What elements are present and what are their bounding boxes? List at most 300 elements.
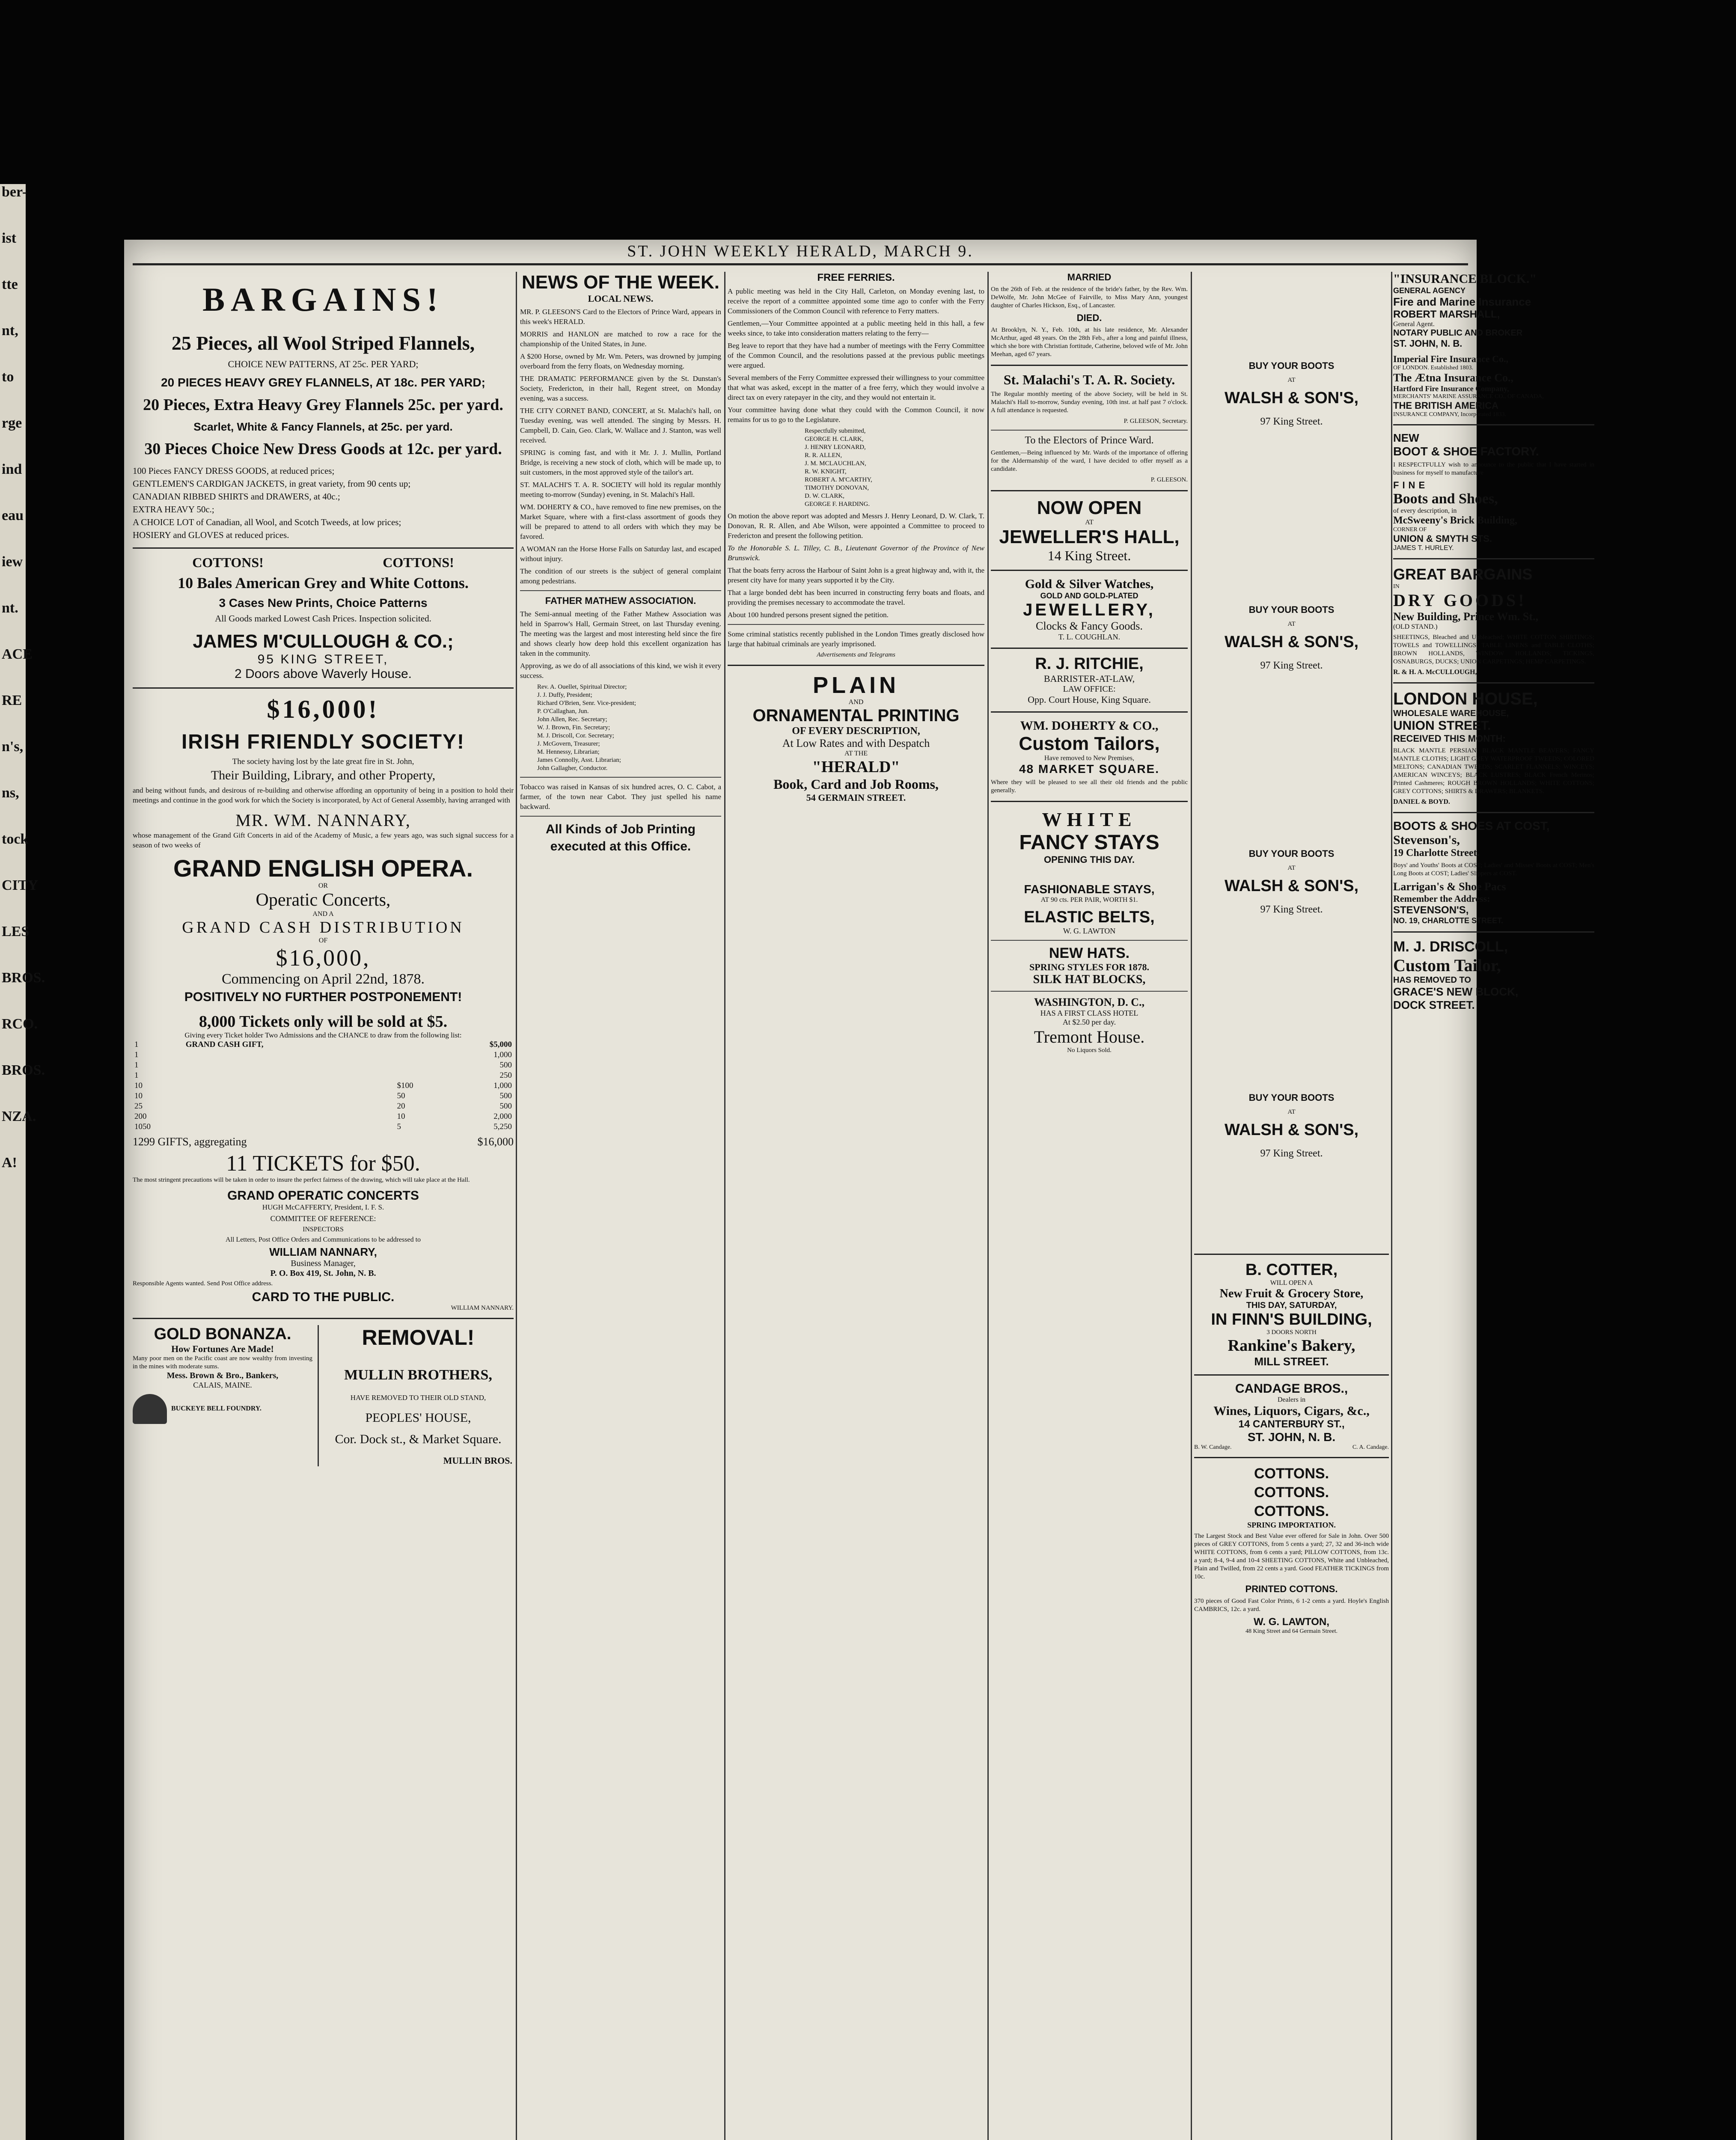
electors-text: Gentlemen,—Being influenced by Mr. Wards of the importance of offering for the Aldermanship of the ward, I have decided to offer myself as a candidate. bbox=[991, 449, 1188, 473]
ferries-title: FREE FERRIES. bbox=[817, 272, 895, 283]
king-97: 97 King Street. bbox=[1260, 416, 1323, 427]
masthead: ST. JOHN WEEKLY HERALD, MARCH 9. bbox=[627, 242, 974, 260]
clocks: Clocks & Fancy Goods. bbox=[1036, 620, 1143, 632]
white-headline: WHITE bbox=[1042, 808, 1137, 830]
fm-paragraph: The Semi-annual meeting of the Father Mathew Association was held in Sparrow's Hall, Germain Street, on last Thursday evening. The meeting was the largest and most interesting held since the fire and shows clearly how deep hold this excellent organization has taken in the community. bbox=[520, 610, 721, 657]
walsh-sons: WALSH & SON'S, bbox=[1224, 633, 1359, 651]
gold-place: CALAIS, MAINE. bbox=[193, 1381, 252, 1389]
mccullough-ha: R. & H. A. McCULLOUGH, bbox=[1393, 669, 1477, 676]
dealers-in: Dealers in bbox=[1277, 1396, 1306, 1403]
committee: COMMITTEE OF REFERENCE: bbox=[270, 1214, 376, 1223]
column-5 bbox=[1194, 272, 1389, 2140]
column-divider bbox=[516, 272, 517, 2140]
grand-operatic: GRAND OPERATIC CONCERTS bbox=[227, 1189, 419, 1203]
law-office: LAW OFFICE: bbox=[1063, 684, 1116, 694]
edge-fragment: RE bbox=[2, 693, 22, 708]
bargains-title: BARGAINS! bbox=[202, 281, 444, 318]
officer-line: W. J. Brown, Fin. Secretary; bbox=[537, 724, 610, 731]
cottons-headline: COTTONS. bbox=[1254, 1465, 1329, 1482]
news-paragraph: THE CITY CORNET BAND, CONCERT, at St. Malachi's hall, on Tuesday evening, was well attended. The singing by Messrs. H. Campbell, D. Cain, Geo. Clark, W. Wallace and J. Stanton, was well received. bbox=[520, 407, 721, 444]
mccullough-location: 2 Doors above Waverly House. bbox=[234, 667, 412, 681]
at-label: AT bbox=[1287, 620, 1296, 627]
signer: D. W. CLARK, bbox=[805, 493, 844, 499]
table-row: 1 250 bbox=[134, 1071, 512, 1080]
at-the-label: AT THE bbox=[844, 750, 868, 757]
ferries-tail: On motion the above report was adopted and Messrs J. Henry Leonard, D. W. Clark, T. Donovan, R. R. Allen, and Abe Wilson, were appointed a Committee to proceed to Fredericton and present the following petition. bbox=[728, 512, 984, 540]
cottons-line: All Goods marked Lowest Cash Prices. Inspection solicited. bbox=[215, 613, 431, 624]
signer: GEORGE H. CLARK, bbox=[805, 436, 864, 443]
officer-line: Richard O'Brien, Senr. Vice-president; bbox=[537, 700, 636, 707]
driscoll: M. J. DRISCOLL, bbox=[1393, 939, 1508, 955]
doherty: WM. DOHERTY & CO., bbox=[1020, 719, 1159, 733]
edge-fragment: NZA. bbox=[2, 1109, 36, 1124]
opening-day: OPENING THIS DAY. bbox=[1044, 854, 1135, 865]
coughlan: T. L. COUGHLAN. bbox=[1058, 633, 1121, 641]
stevensons: Stevenson's, bbox=[1393, 833, 1460, 847]
edge-fragment: RCO. bbox=[2, 1016, 38, 1032]
court-house: Opp. Court House, King Square. bbox=[1028, 694, 1151, 705]
buy-boots: BUY YOUR BOOTS bbox=[1248, 848, 1335, 859]
gold-body: Many poor men on the Pacific coast are now wealthy from investing in the mines with moderate sums. bbox=[133, 1355, 312, 1370]
mcsweeny: McSweeny's Brick Building, bbox=[1393, 515, 1518, 526]
officer-line: J. J. Duffy, President; bbox=[537, 692, 592, 698]
news-paragraph: ST. MALACHI'S T. A. R. SOCIETY will hold its regular monthly meeting to-morrow (Sunday) evening, in St. Malachi's Hall. bbox=[520, 481, 721, 499]
hartford: Hartford Fire Insurance Company, bbox=[1393, 384, 1509, 393]
old-stand: (OLD STAND.) bbox=[1393, 623, 1438, 630]
king-97: 97 King Street. bbox=[1260, 1147, 1323, 1159]
column-3 bbox=[728, 272, 984, 2140]
silk-hat-blocks: SILK HAT BLOCKS, bbox=[1033, 973, 1146, 986]
column-1 bbox=[133, 272, 514, 2140]
bargains-item: EXTRA HEAVY 50c.; bbox=[133, 504, 214, 514]
cotton-text: The Largest Stock and Best Value ever offered for Sale in John. Over 500 pieces of GREY COTTONS, from 5 cents a yard; 27, 32 and 36-inch wide WHITE COTTONS, from 6 cents a yard; PILLOW COTTONS, from 13c. a yard; 8-4, 9-4 and 10-4 SHEETING COTTONS, White and Unbleached, Plain and Twilled, from 22 cents a yard. Good FEATHER TICKINGS from 10c. bbox=[1194, 1533, 1389, 1580]
table-row: 10 50 500 bbox=[134, 1091, 512, 1100]
edge-fragment: BROS. bbox=[2, 1062, 45, 1078]
electors-title: To the Electors of Prince Ward. bbox=[1025, 435, 1154, 446]
remember: Remember the Address: bbox=[1393, 893, 1490, 904]
gold-bankers: Mess. Brown & Bro., Bankers, bbox=[166, 1371, 279, 1380]
local-news: LOCAL NEWS. bbox=[588, 293, 654, 304]
signer: GEORGE F. HARDING. bbox=[805, 501, 870, 508]
column-divider bbox=[987, 272, 989, 2140]
edge-fragment: nt. bbox=[2, 600, 18, 616]
news-paragraph: A $200 Horse, owned by Mr. Wm. Peters, was drowned by jumping overboard from the ferry floats, on Wednesday morning. bbox=[520, 352, 721, 370]
nannary-body: whose management of the Grand Gift Concerts in aid of the Academy of Music, a few years ago, was such signal success for a season of two weeks of bbox=[133, 831, 514, 849]
signer: ROBERT A. M'CARTHY, bbox=[805, 476, 872, 483]
officer-line: M. Hennessy, Librarian; bbox=[537, 749, 600, 755]
table-row: 1 GRAND CASH GIFT, $5,000 bbox=[134, 1040, 512, 1049]
officer-line: M. J. Driscoll, Cor. Secretary; bbox=[537, 732, 614, 739]
buy-boots: BUY YOUR BOOTS bbox=[1248, 360, 1335, 371]
table-row: 1 500 bbox=[134, 1061, 512, 1070]
tickets-giving: Giving every Ticket holder Two Admissions and the CHANCE to draw from the following list: bbox=[184, 1031, 462, 1039]
dry-goods: DRY GOODS! bbox=[1393, 591, 1527, 610]
of-label: OF bbox=[318, 937, 328, 944]
agents-wanted: Responsible Agents wanted. Send Post Office address. bbox=[133, 1280, 273, 1287]
marshall: ROBERT MARSHALL, bbox=[1393, 309, 1500, 320]
canterbury: 14 CANTERBURY ST., bbox=[1238, 1418, 1345, 1430]
buy-boots: BUY YOUR BOOTS bbox=[1248, 1092, 1335, 1103]
edge-fragment: nt, bbox=[2, 323, 18, 339]
stays-price: AT 90 cts. PER PAIR, WORTH $1. bbox=[1040, 896, 1138, 904]
boots-at-cost: BOOTS & SHOES AT COST, bbox=[1393, 819, 1550, 832]
fm-paragraph: Approving, as we do of all associations of this kind, we wish it every success. bbox=[520, 662, 721, 680]
bargains-item: GENTLEMEN'S CARDIGAN JACKETS, in great variety, from 90 cents up; bbox=[133, 479, 411, 489]
jewellers-hall: JEWELLER'S HALL, bbox=[999, 526, 1180, 547]
amount-mid: $16,000, bbox=[276, 945, 371, 971]
herald-name: "HERALD" bbox=[812, 758, 900, 776]
officer-line: John Gallagher, Conductor. bbox=[537, 765, 608, 772]
at-label: AT bbox=[1287, 376, 1296, 383]
news-paragraph: SPRING is coming fast, and with it Mr. J. J. Mullin, Portland Bridge, is receiving a new stock of cloth, which will be made up, to suit customers, in the most approved style of the tailor's art. bbox=[520, 449, 721, 476]
walsh-sons: WALSH & SON'S, bbox=[1224, 389, 1359, 407]
business-manager: Business Manager, bbox=[291, 1259, 356, 1268]
has-removed: HAS REMOVED TO bbox=[1393, 975, 1471, 985]
news-paragraph: THE DRAMATIC PERFORMANCE given by the St. Dunstan's Society, Fredericton, in their hall, Regent street, on Monday evening, was a success. bbox=[520, 374, 721, 402]
washington: WASHINGTON, D. C., bbox=[1034, 996, 1145, 1008]
corner-of: CORNER OF bbox=[1393, 526, 1427, 533]
edge-fragment: n's, bbox=[2, 739, 24, 755]
ferries-paragraph: Your committee having done what they could with the Common Council, it now remains for us to go to the Legislature. bbox=[728, 406, 984, 424]
bell-icon bbox=[133, 1394, 167, 1424]
doherty-removed: Have removed to New Premises, bbox=[1044, 755, 1135, 762]
edge-fragment: CITY bbox=[2, 877, 39, 893]
ritchie: R. J. RITCHIE, bbox=[1035, 655, 1144, 673]
officer-line: P. O'Callaghan, Jun. bbox=[537, 708, 589, 715]
cottons-line: 10 Bales American Grey and White Cottons. bbox=[178, 574, 469, 591]
tickets-headline: 8,000 Tickets only will be sold at $5. bbox=[199, 1013, 448, 1031]
and-label: AND bbox=[848, 698, 864, 706]
first-class-hotel: HAS A FIRST CLASS HOTEL bbox=[1040, 1009, 1139, 1017]
edge-fragment: A! bbox=[2, 1155, 17, 1171]
fashionable-stays: FASHIONABLE STAYS, bbox=[1024, 883, 1155, 896]
signer: J. M. MCLAUCHLAN, bbox=[805, 460, 866, 467]
union-smyth: UNION & SMYTH STS. bbox=[1393, 533, 1492, 544]
edge-fragment: ber- bbox=[2, 184, 27, 200]
received: RECEIVED THIS MONTH: bbox=[1393, 733, 1506, 744]
malachi-title: St. Malachi's T. A. R. Society. bbox=[1003, 372, 1175, 387]
or-label: OR bbox=[318, 882, 328, 889]
news-paragraph: A WOMAN ran the Horse Horse Falls on Saturday last, and escaped without injury. bbox=[520, 545, 721, 563]
larrigans: Larrigan's & Shoe Pacs bbox=[1393, 880, 1506, 893]
edge-fragment: BROS. bbox=[2, 970, 45, 986]
graces-block: GRACE'S NEW BLOCK, bbox=[1393, 985, 1519, 998]
ferries-paragraph: Beg leave to report that they have had a number of meetings with the Ferry Committee of the Common Council, and the resolutions passed at the previous public meetings were argued. bbox=[728, 342, 984, 369]
at-label: AT bbox=[1085, 519, 1094, 526]
finns-building: IN FINN'S BUILDING, bbox=[1211, 1311, 1372, 1329]
officer-line: James Connolly, Asst. Librarian; bbox=[537, 757, 621, 764]
gold-plated: GOLD AND GOLD-PLATED bbox=[1040, 591, 1139, 600]
edge-fragment: ist bbox=[2, 230, 16, 246]
hotel-rate: At $2.50 per day. bbox=[1062, 1018, 1116, 1026]
news-title: NEWS OF THE WEEK. bbox=[522, 272, 719, 293]
cottons-headline: COTTONS. bbox=[1254, 1484, 1329, 1501]
edge-fragment: iew bbox=[2, 554, 23, 570]
table-row: 1 1,000 bbox=[134, 1050, 512, 1059]
died-title: DIED. bbox=[1076, 312, 1102, 323]
ins-co: INSURANCE COMPANY, Incorporated 1833. bbox=[1393, 411, 1507, 418]
officer-line: J. McGovern, Treasurer; bbox=[537, 740, 600, 747]
london-house: LONDON HOUSE, bbox=[1393, 690, 1538, 708]
no-postponement: POSITIVELY NO FURTHER POSTPONEMENT! bbox=[184, 990, 462, 1004]
tremont-sub: No Liquors Sold. bbox=[1067, 1047, 1112, 1054]
officer-line: Rev. A. Ouellet, Spiritual Director; bbox=[537, 684, 627, 690]
signer: R. W. KNIGHT, bbox=[805, 468, 847, 475]
walsh-sons: WALSH & SON'S, bbox=[1224, 877, 1359, 895]
eleven-tickets: 11 TICKETS for $50. bbox=[226, 1151, 420, 1176]
mccullough-name: JAMES M'CULLOUGH & CO.; bbox=[193, 631, 454, 652]
ferries-paragraph: Gentlemen,—Your Committee appointed at a public meeting held in this hall, a few weeks since, to take into consideration matters relating to the ferry— bbox=[728, 319, 984, 337]
spring-styles: SPRING STYLES FOR 1878. bbox=[1029, 962, 1149, 972]
table-row: 25 20 500 bbox=[134, 1102, 512, 1111]
officer-line: John Allen, Rec. Secretary; bbox=[537, 716, 607, 723]
bargains-item: CANADIAN RIBBED SHIRTS and DRAWERS, at 40c.; bbox=[133, 491, 340, 502]
candage-name: C. A. Candage. bbox=[1352, 1444, 1389, 1450]
commencing: Commencing on April 22nd, 1878. bbox=[221, 971, 425, 987]
candage-bros: CANDAGE BROS., bbox=[1235, 1382, 1348, 1396]
edge-fragment: eau bbox=[2, 508, 24, 523]
watches: Gold & Silver Watches, bbox=[1025, 577, 1154, 591]
bargains-line: 20 PIECES HEAVY GREY FLANNELS, AT 18c. PER YARD; bbox=[161, 376, 485, 389]
and-label: AND A bbox=[312, 910, 334, 918]
society-body: and being without funds, and desirous of re-building and otherwise affording an opportunity of being in a position to hold their meetings and continue in the good work for which the Society is incorporated, by Act of General Assembly, having arranged with bbox=[133, 786, 514, 804]
died-text: At Brooklyn, N. Y., Feb. 10th, at his late residence, Mr. Alexander McArthur, aged 48 years. On the 28th Feb., after a long and painful illness, which she bore with Christian fortitude, Catherine, beloved wife of Mr. John Meehan, aged 67 years. bbox=[991, 327, 1188, 358]
shoe-factory: BOOT & SHOE FACTORY. bbox=[1393, 445, 1539, 458]
notary: NOTARY PUBLIC AND BROKER bbox=[1393, 328, 1523, 338]
letters: All Letters, Post Office Orders and Communications to be addressed to bbox=[225, 1236, 421, 1243]
tremont-house: Tremont House. bbox=[1034, 1027, 1145, 1046]
aetna: The Ætna Insurance Co., bbox=[1393, 372, 1513, 384]
column-divider bbox=[724, 272, 725, 2140]
society-intro: The society having lost by the late great fire in St. John, bbox=[232, 757, 414, 766]
petition-address: To the Honorable S. L. Tilley, C. B., Lieutenant Governor of the Province of New Brunswick. bbox=[728, 544, 984, 562]
officers: HUGH McCAFFERTY, President, I. F. S. bbox=[262, 1203, 384, 1211]
mullin-brothers: MULLIN BROTHERS, bbox=[344, 1367, 492, 1383]
elastic-belts: ELASTIC BELTS, bbox=[1024, 908, 1155, 926]
advert-small: Advertisements and Telegrams bbox=[817, 651, 895, 658]
at-label: AT bbox=[1287, 864, 1296, 871]
edge-fragment: ns, bbox=[2, 785, 19, 801]
bargains-item: HOSIERY and GLOVES at reduced prices. bbox=[133, 530, 289, 540]
dry-list: SHEETINGS, Bleached and Unbleached; WHITE COTTON SHIRTINGS; TOWELS and TOWELLINGS; TABLE LINENS and TABLE CLOTHS; BROWN HOLLANDS, WINDOW HOLLANDS; TICKINGS, OSNABURGS, DUCKS; UNION CARPETINGS; HEMP CARPETINGS. bbox=[1393, 634, 1594, 665]
edge-fragment: rge bbox=[2, 415, 22, 431]
column-4 bbox=[991, 272, 1188, 2140]
stjohn: ST. JOHN, N. B. bbox=[1393, 338, 1463, 349]
society-property: Their Building, Library, and other Property, bbox=[211, 768, 436, 782]
fire-marine: Fire and Marine Insurance bbox=[1393, 295, 1531, 308]
in-label: IN bbox=[1393, 583, 1400, 590]
news-paragraph: MR. P. GLEESON'S Card to the Electors of Prince Ward, appears in this week's HERALD. bbox=[520, 308, 721, 326]
concerts-headline: Operatic Concerts, bbox=[256, 890, 391, 910]
po-box: P. O. Box 419, St. John, N. B. bbox=[270, 1269, 376, 1278]
cotter: B. COTTER, bbox=[1245, 1261, 1338, 1279]
charlotte-caps: NO. 19, CHARLOTTE STREET. bbox=[1393, 916, 1504, 925]
buckeye-foundry: BUCKEYE BELL FOUNDRY. bbox=[171, 1405, 262, 1412]
bargains-line: 25 Pieces, all Wool Striped Flannels, bbox=[171, 332, 475, 354]
fine-label: FINE bbox=[1393, 480, 1429, 490]
masthead-rule bbox=[133, 263, 1468, 265]
crime-item: Some criminal statistics recently published in the London Times greatly disclosed how large that habitual criminals are yearly imprisoned. bbox=[728, 630, 984, 648]
left-page-edge bbox=[0, 184, 45, 2140]
card-to-public: CARD TO THE PUBLIC. bbox=[252, 1290, 395, 1304]
table-row: 1050 5 5,250 bbox=[134, 1122, 512, 1131]
wines-liquors: Wines, Liquors, Cigars, &c., bbox=[1213, 1404, 1370, 1418]
stjohn-nb: ST. JOHN, N. B. bbox=[1247, 1430, 1336, 1444]
lawton: W. G. LAWTON, bbox=[1254, 1616, 1329, 1628]
candage-name: B. W. Candage. bbox=[1194, 1444, 1232, 1450]
news-paragraph: WM. DOHERTY & CO., have removed to fine new premises, on the Market Square, where with a first-class assortment of goods they will be prepared to attend to all orders with which they may be favored. bbox=[520, 503, 721, 541]
amount-headline: $16,000! bbox=[267, 695, 380, 723]
new-hats: NEW HATS. bbox=[1049, 945, 1130, 961]
hurley: JAMES T. HURLEY. bbox=[1393, 544, 1454, 552]
this-day: THIS DAY, SATURDAY, bbox=[1246, 1301, 1337, 1310]
gold-subtitle: How Fortunes Are Made! bbox=[171, 1343, 274, 1354]
hurley-text: I RESPECTFULLY wish to announce to the public that I have started in business for myself to manufacture bbox=[1393, 461, 1594, 476]
boots-list: Boys' and Youths' Boots at COST; Ladies' and Misses' Boots at COST; Men's Long Boots at COST; Ladies' Slippers at COST. bbox=[1393, 862, 1594, 877]
king-97: 97 King Street. bbox=[1260, 904, 1323, 915]
wm-nannary: WILLIAM NANNARY, bbox=[269, 1245, 377, 1258]
edge-fragment: to bbox=[2, 369, 14, 385]
dock-street: DOCK STREET. bbox=[1393, 999, 1475, 1011]
fine-print: The most stringent precautions will be taken in order to insure the perfect fairness of the drawing, which will take place at the Hall. bbox=[133, 1177, 470, 1183]
cottons-line: 3 Cases New Prints, Choice Patterns bbox=[219, 596, 428, 609]
edge-fragment: LES bbox=[2, 924, 30, 939]
signer: TIMOTHY DONOVAN, bbox=[805, 484, 869, 491]
edge-fragment: ind bbox=[2, 461, 22, 477]
market-48: 48 MARKET SQUARE. bbox=[1019, 762, 1160, 776]
ferries-rest: About 100 hundred persons present signed the petition. bbox=[728, 611, 889, 619]
mill-street: MILL STREET. bbox=[1254, 1355, 1329, 1368]
every-description: OF EVERY DESCRIPTION, bbox=[792, 725, 920, 737]
tobacco-item: Tobacco was raised in Kansas of six hundred acres, O. C. Cabot, a farmer, of the town near Cabot. They just spelled his name backward. bbox=[520, 783, 721, 811]
gift-table bbox=[133, 1040, 514, 1132]
column-6 bbox=[1393, 272, 1594, 2140]
signer: Respectfully submitted, bbox=[805, 428, 866, 434]
bargains-line: CHOICE NEW PATTERNS, AT 25c. PER YARD; bbox=[228, 359, 419, 369]
married-text: On the 26th of Feb. at the residence of the bride's father, by the Rev. Wm. DeWolfe, Mr. John McGee of Fairville, to Miss Mary Ann, youngest daughter of Charles Hickson, Esq., of Lancaster. bbox=[991, 286, 1188, 309]
malachi-signature: P. GLEESON, Secretary. bbox=[1124, 418, 1188, 425]
general-agency: GENERAL AGENCY bbox=[1393, 286, 1466, 295]
bargains-line: 30 Pieces Choice New Dress Goods at 12c. per yard. bbox=[144, 440, 502, 458]
king-97: 97 King Street. bbox=[1260, 660, 1323, 671]
london-est: OF LONDON. Established 1803. bbox=[1393, 365, 1474, 371]
column-divider bbox=[1391, 272, 1392, 2140]
general-agent: General Agent. bbox=[1393, 321, 1435, 328]
walsh-sons: WALSH & SON'S, bbox=[1224, 1121, 1359, 1139]
mullin-removed: HAVE REMOVED TO THEIR OLD STAND, bbox=[350, 1394, 486, 1402]
received-list: BLACK MANTLE PERSIAN; BLACK MANTLE BEAVERS; FANCY MANTLE CLOTHS; LIGHT GREY WATERPROOF TWEEDS; COLORED MELTONS; CANADIAN TWEEDS; SCARLET FLANNELS; WINCEYS; AMERICAN WINCEYS; BLACK LUSTRES; BLACK French Merinos; Printed Cashmeres; ROUGH BROWN HOLLANDS; WHITE COTTONS; GREY COTTONS; SHIRTS & DRAWERS; BLANKETS. bbox=[1393, 747, 1594, 795]
barrister: BARRISTER-AT-LAW, bbox=[1043, 673, 1135, 684]
column-divider bbox=[1191, 272, 1192, 2140]
new-building: New Building, Prince Wm. St., bbox=[1393, 610, 1538, 623]
cottons-label: COTTONS! bbox=[383, 555, 454, 570]
mccullough-address: 95 KING STREET, bbox=[257, 652, 389, 666]
printed-cottons: PRINTED COTTONS. bbox=[1245, 1584, 1338, 1594]
spring-importation: SPRING IMPORTATION. bbox=[1247, 1521, 1336, 1529]
edge-fragment: ACE bbox=[2, 646, 33, 662]
custom-tailors: Custom Tailors, bbox=[1019, 733, 1160, 754]
table-row: 10 $100 1,000 bbox=[134, 1081, 512, 1090]
ferries-paragraph: Several members of the Ferry Committee expressed their willingness to your committee that what was asked, except in the matter of a free ferry, which they would involve a direct tax on every ratepayer in the city, and they would not entertain it. bbox=[728, 374, 984, 401]
doors-north: 3 DOORS NORTH bbox=[1266, 1329, 1317, 1336]
boots-shoes: Boots and Shoes, bbox=[1393, 491, 1498, 507]
ornamental-printing: ORNAMENTAL PRINTING bbox=[752, 706, 960, 725]
new-label: NEW bbox=[1393, 431, 1419, 444]
will-open: WILL OPEN A bbox=[1270, 1279, 1313, 1287]
inspectors: INSPECTORS bbox=[303, 1226, 344, 1233]
bargains-item: A CHOICE LOT of Canadian, all Wool, and Scotch Tweeds, at low prices; bbox=[133, 517, 401, 527]
lawton-address: 48 King Street and 64 Germain Street. bbox=[1245, 1628, 1338, 1635]
father-mathew-title: FATHER MATHEW ASSOCIATION. bbox=[545, 595, 696, 606]
charlotte-19: 19 Charlotte Street. bbox=[1393, 847, 1480, 859]
custom-tailor: Custom Tailor, bbox=[1393, 956, 1501, 975]
now-open: NOW OPEN bbox=[1037, 497, 1142, 518]
mullin-signature: MULLIN BROS. bbox=[443, 1455, 512, 1466]
ferries-rest: That the boats ferry across the Harbour of Saint John is a great highway and, with it, the present city have for many years supported it by the City. bbox=[728, 566, 984, 584]
daniel-boyd: DANIEL & BOYD. bbox=[1393, 798, 1450, 805]
edge-fragment: tock bbox=[2, 831, 29, 847]
nannary-name: MR. WM. NANNARY, bbox=[235, 811, 411, 830]
bargains-line: Scarlet, White & Fancy Flannels, at 25c. per yard. bbox=[193, 420, 453, 433]
peoples-house: PEOPLES' HOUSE, bbox=[365, 1411, 471, 1425]
cottons-headline: COTTONS. bbox=[1254, 1503, 1329, 1519]
buy-boots: BUY YOUR BOOTS bbox=[1248, 604, 1335, 615]
doherty-text: Where they will be pleased to see all their old friends and the public generally. bbox=[991, 779, 1188, 794]
malachi-text: The Regular monthly meeting of the above Society, will be held in St. Malachi's Hall to-morrow, Sunday evening, 10th inst. at half past 7 o'clock. A full attendance is requested. bbox=[991, 391, 1188, 414]
signer: J. HENRY LEONARD, bbox=[805, 444, 866, 451]
signer: R. R. ALLEN, bbox=[805, 452, 842, 459]
low-rates: At Low Rates and with Despatch bbox=[782, 737, 930, 749]
grocery-store: New Fruit & Grocery Store, bbox=[1219, 1287, 1364, 1300]
gold-bonanza: GOLD BONANZA. bbox=[154, 1325, 291, 1343]
stevenson-address: STEVENSON'S, bbox=[1393, 904, 1469, 916]
every-desc: of every description, in bbox=[1393, 507, 1457, 514]
plain-headline: PLAIN bbox=[813, 672, 899, 698]
opera-headline: GRAND ENGLISH OPERA. bbox=[173, 855, 473, 882]
card-signature: WILLIAM NANNARY. bbox=[451, 1305, 514, 1311]
lawton-small: W. G. LAWTON bbox=[1063, 927, 1116, 935]
table-row: 200 10 2,000 bbox=[134, 1112, 512, 1121]
jewellery: JEWELLERY, bbox=[1023, 600, 1156, 619]
electors-signature: P. GLEESON. bbox=[1150, 476, 1188, 483]
imperial: Imperial Fire Insurance Co., bbox=[1393, 354, 1509, 364]
at-label: AT bbox=[1287, 1108, 1296, 1115]
cottons-label: COTTONS! bbox=[192, 555, 264, 570]
job-printing: All Kinds of Job Printing executed at this Office. bbox=[546, 822, 696, 853]
bargains-line: 20 Pieces, Extra Heavy Grey Flannels 25c. per yard. bbox=[143, 396, 503, 414]
column-2 bbox=[520, 272, 721, 2140]
news-paragraph: The condition of our streets is the subject of general complaint among pedestrians. bbox=[520, 567, 721, 585]
removal-headline: REMOVAL! bbox=[362, 1326, 475, 1349]
union-street: UNION STREET. bbox=[1393, 719, 1491, 733]
newspaper-page bbox=[124, 240, 1594, 2140]
merchants: MERCHANTS' MARINE ASSURANCE CO., OF CANADA, bbox=[1393, 393, 1544, 400]
king-14: 14 King Street. bbox=[1047, 548, 1131, 563]
ferries-paragraph: A public meeting was held in the City Hall, Carleton, on Monday evening last, to receive the report of a committee appointed some time ago to confer with the Ferry Commissioners of the Common Council with reference to Ferry matters. bbox=[728, 287, 984, 315]
fancy-stays: FANCY STAYS bbox=[1019, 831, 1159, 854]
british-america: THE BRITISH AMERICA bbox=[1393, 400, 1499, 411]
ferries-rest: That a large bonded debt has been incurred in constructing ferry boats and floats, and providing the premises necessary to accommodate the travel. bbox=[728, 588, 984, 606]
society-headline: IRISH FRIENDLY SOCIETY! bbox=[181, 731, 465, 753]
gifts-total: $16,000 bbox=[477, 1135, 514, 1148]
rankines-bakery: Rankine's Bakery, bbox=[1228, 1337, 1356, 1355]
great-bargains: GREAT BARGAINS bbox=[1393, 565, 1533, 583]
printed-text: 370 pieces of Good Fast Color Prints, 6 1-2 cents a yard. Hoyle's English CAMBRICS, 12c. a yard. bbox=[1194, 1598, 1389, 1613]
married-title: MARRIED bbox=[1067, 272, 1112, 282]
insurance-block: "INSURANCE BLOCK." bbox=[1393, 272, 1537, 286]
book-card-rooms: Book, Card and Job Rooms, bbox=[773, 776, 939, 792]
bargains-item: 100 Pieces FANCY DRESS GOODS, at reduced prices; bbox=[133, 466, 335, 476]
